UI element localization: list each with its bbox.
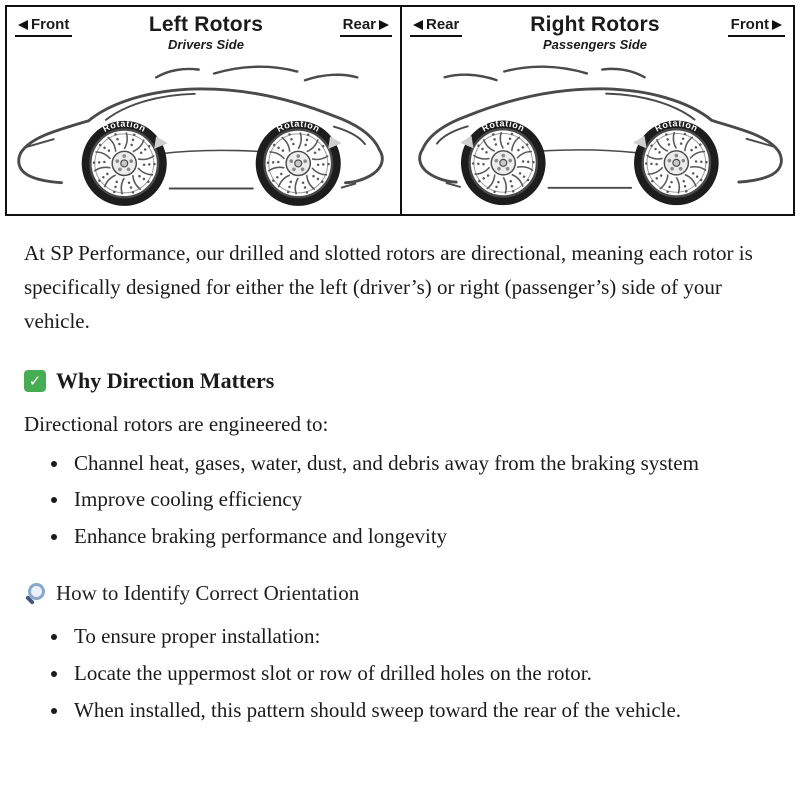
right-rotors-panel xyxy=(400,7,793,214)
check-icon: ✓ xyxy=(24,370,46,392)
front-label-text: Front xyxy=(31,16,70,33)
rotor-direction-diagram xyxy=(5,5,795,216)
rear-direction-label xyxy=(340,15,392,37)
magnifier-icon xyxy=(24,583,46,605)
rotation-label: Rotation xyxy=(275,118,322,134)
identify-bullet-list xyxy=(24,620,776,727)
rotation-label: Rotation xyxy=(480,118,527,134)
rear-label-text: Rear xyxy=(342,16,376,33)
front-direction-label xyxy=(728,15,785,37)
right-panel-titles xyxy=(462,13,727,52)
rotation-label: Rotation xyxy=(101,118,148,134)
bullet-item: • To ensure proper installation: xyxy=(70,620,776,654)
left-arrow-icon xyxy=(413,20,423,30)
bullet-item: • Locate the uppermost slot or row of drilled holes on the rotor. xyxy=(70,657,776,691)
right-rotors-title: Right Rotors xyxy=(530,13,660,36)
left-panel-titles xyxy=(72,13,339,52)
why-bullet-list xyxy=(24,447,776,554)
why-direction-matters-heading xyxy=(24,368,776,394)
car-art xyxy=(19,67,383,206)
car-art-mirrored xyxy=(420,67,782,205)
rotation-label: Rotation xyxy=(653,118,700,134)
article-body xyxy=(0,236,800,770)
intro-paragraph: At SP Performance, our drilled and slotted rotors are directional, meaning each rotor is specifically designed for either the left (driver’s) or right (passenger’s) side of your vehicle. xyxy=(24,240,753,333)
right-car-illustration xyxy=(410,59,785,213)
bullet-item: • When installed, this pattern should sweep toward the rear of the vehicle. xyxy=(70,694,776,728)
bullet-item: • Channel heat, gases, water, dust, and debris away from the braking system xyxy=(70,447,776,481)
rear-label-text: Rear xyxy=(426,16,460,33)
engineered-lead-text: Directional rotors are engineered to: xyxy=(24,411,329,436)
left-rotors-panel xyxy=(7,7,400,214)
left-arrow-icon xyxy=(18,20,28,30)
identify-heading-text: How to Identify Correct Orientation xyxy=(56,581,360,606)
right-panel-header xyxy=(410,13,785,59)
left-panel-header xyxy=(15,13,392,59)
passengers-side-subtitle: Passengers Side xyxy=(542,37,648,53)
identify-orientation-heading xyxy=(24,581,776,606)
front-label-text: Front xyxy=(730,16,769,33)
right-arrow-icon xyxy=(379,20,389,30)
why-heading-text: Why Direction Matters xyxy=(56,367,275,393)
rear-direction-label xyxy=(410,15,462,37)
front-direction-label xyxy=(15,15,72,37)
bullet-item: • Improve cooling efficiency xyxy=(70,483,776,517)
drivers-side-subtitle: Drivers Side xyxy=(168,37,244,53)
left-car-illustration xyxy=(15,59,392,214)
left-rotors-title: Left Rotors xyxy=(148,13,264,36)
bullet-item: • Enhance braking performance and longevity xyxy=(70,520,776,554)
right-arrow-icon xyxy=(772,20,782,30)
